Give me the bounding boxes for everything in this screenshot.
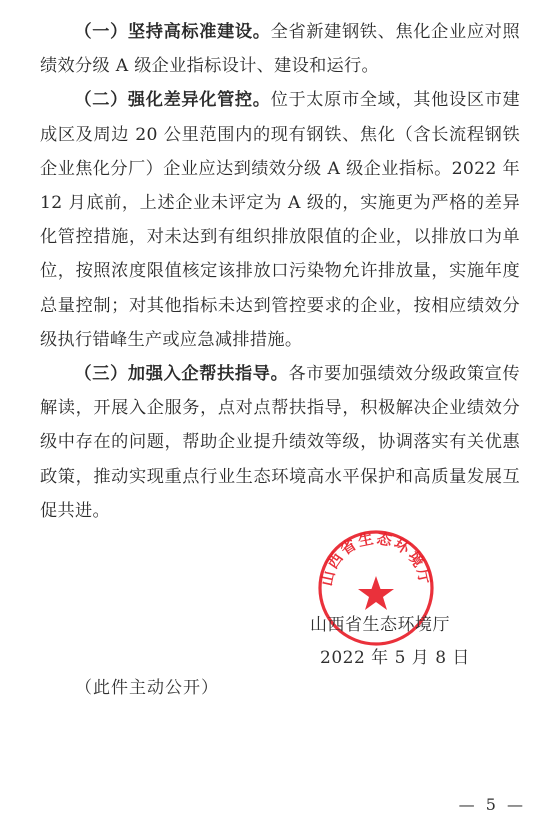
paragraph-2-body: 位于太原市全域，其他设区市建成区及周边 20 公里范围内的现有钢铁、焦化（含长流程钢铁企业焦化分厂）企业应达到绩效分级 A 级企业指标。2022 年 12 月底前，上述企业未评定为 A 级的，实施更为严格的差异化管控措施，对未达到有组织排放限值的企业，以排放口为单位，按照浓度限值核定该排放口污染物允许排放量，实施年度总量控制；对其他指标未达到管控要求的企业，按相应绩效分级执行错峰生产或应急减排措施。 <box>40 90 520 350</box>
paragraph-2 <box>40 83 520 357</box>
paragraph-3-body: 各市要加强绩效分级政策宣传解读，开展入企服务，点对点帮扶指导，积极解决企业绩效分级中存在的问题，帮助企业提升绩效等级，协调落实有关优惠政策，推动实现重点行业生态环境高水平保护和高质量发展互促共进。 <box>40 364 520 521</box>
page-number: — 5 — <box>458 795 526 814</box>
paragraph-1 <box>40 15 520 83</box>
seal-text: 山西省生态环境厅 <box>317 529 435 588</box>
seal-star-icon <box>358 576 394 610</box>
document-body <box>40 15 520 528</box>
disclosure-note: （此件主动公开） <box>75 678 219 698</box>
paragraph-3 <box>40 357 520 528</box>
paragraph-1-heading: （一）坚持高标准建设。 <box>74 22 271 42</box>
signing-date: 2022 年 5 月 8 日 <box>320 648 470 668</box>
paragraph-2-heading: （二）强化差异化管控。 <box>74 90 271 111</box>
signing-organization: 山西省生态环境厅 <box>310 615 450 635</box>
paragraph-3-heading: （三）加强入企帮扶指导。 <box>74 364 289 385</box>
paragraph-1-body: 全省新建钢铁、焦化企业应对照绩效分级 A 级企业指标设计、建设和运行。 <box>40 22 520 77</box>
